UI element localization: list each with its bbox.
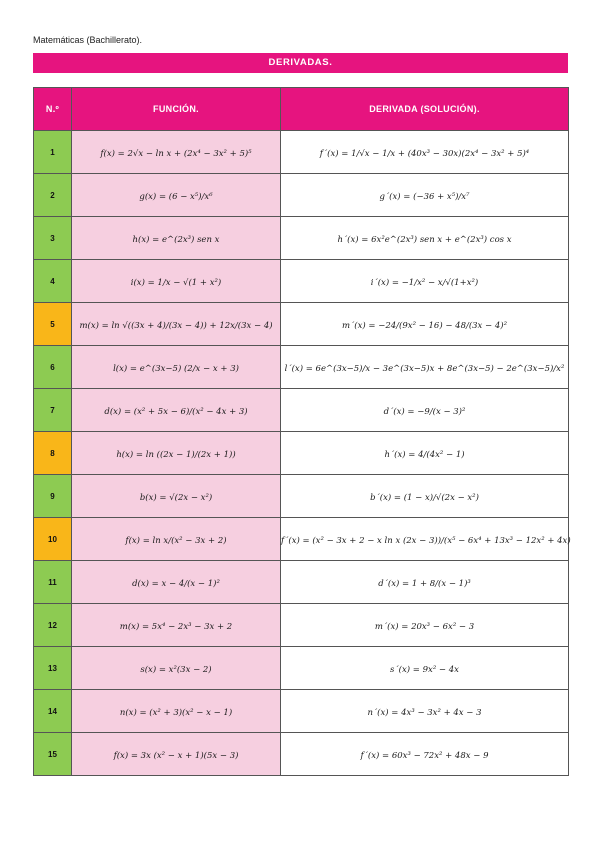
derivative-formula: f´(x) = 1/√x − 1/x + (40x³ − 30x)(2x⁴ − 3x² + 5)⁴ [319,149,530,159]
derivative-cell [281,389,569,432]
derivative-formula: n´(x) = 4x³ − 3x² + 4x − 3 [367,708,482,718]
function-formula: f(x) = 2√x − ln x + (2x⁴ − 3x² + 5)⁵ [100,149,252,159]
function-formula: f(x) = 3x (x² − x + 1)(5x − 3) [113,751,239,761]
column-header-function: FUNCIÓN. [72,88,281,131]
derivative-cell [281,733,569,776]
function-cell [72,518,281,561]
table-row [34,346,569,389]
row-number: 8 [34,432,72,475]
derivative-formula: f´(x) = (x² − 3x + 2 − x ln x (2x − 3))/(x⁵ − 6x⁴ + 13x³ − 12x² + 4x) [281,536,571,546]
function-formula: l(x) = e^(3x−5) (2/x − x + 3) [113,364,239,374]
table-row [34,561,569,604]
derivative-cell [281,647,569,690]
table-row [34,475,569,518]
function-formula: m(x) = ln √((3x + 4)/(3x − 4)) + 12x/(3x − 4) [79,321,273,331]
row-number: 13 [34,647,72,690]
function-cell [72,303,281,346]
derivative-cell [281,475,569,518]
function-cell [72,432,281,475]
derivative-formula: m´(x) = 20x³ − 6x² − 3 [374,622,475,632]
derivative-formula: d´(x) = −9/(x − 3)² [383,407,466,417]
derivative-formula: g´(x) = (−36 + x⁵)/x⁷ [379,192,470,202]
derivative-formula: m´(x) = −24/(9x² − 16) − 48/(3x − 4)² [341,321,508,331]
row-number: 4 [34,260,72,303]
derivative-formula: b´(x) = (1 − x)/√(2x − x²) [370,493,479,503]
table-row [34,690,569,733]
function-cell [72,217,281,260]
row-number: 15 [34,733,72,776]
derivative-cell [281,131,569,174]
row-number: 14 [34,690,72,733]
derivative-formula: d´(x) = 1 + 8/(x − 1)³ [378,579,471,589]
derivative-cell [281,346,569,389]
row-number: 7 [34,389,72,432]
function-formula: d(x) = (x² + 5x − 6)/(x² − 4x + 3) [104,407,248,417]
table-row [34,432,569,475]
function-cell [72,260,281,303]
function-formula: i(x) = 1/x − √(1 + x²) [130,278,222,288]
row-number: 9 [34,475,72,518]
derivative-cell [281,174,569,217]
derivative-formula: h´(x) = 6x²e^(2x³) sen x + e^(2x³) cos x [337,235,512,245]
derivative-formula: h´(x) = 4/(4x² − 1) [384,450,465,460]
table-row [34,389,569,432]
derivative-cell [281,518,569,561]
derivative-cell [281,432,569,475]
function-formula: h(x) = ln ((2x − 1)/(2x + 1)) [116,450,236,460]
derivative-cell [281,690,569,733]
derivative-formula: l´(x) = 6e^(3x−5)/x − 3e^(3x−5)x + 8e^(3x−5) − 2e^(3x−5)/x² [284,364,565,374]
function-cell [72,131,281,174]
derivative-cell [281,303,569,346]
derivative-formula: f´(x) = 60x³ − 72x² + 48x − 9 [360,751,489,761]
derivative-formula: i´(x) = −1/x² − x/√(1+x²) [370,278,479,288]
function-cell [72,604,281,647]
table-row [34,260,569,303]
row-number: 12 [34,604,72,647]
row-number: 2 [34,174,72,217]
title-banner: DERIVADAS. [33,53,568,73]
function-formula: b(x) = √(2x − x²) [139,493,213,503]
function-formula: g(x) = (6 − x⁵)/x⁶ [139,192,213,202]
derivative-formula: s´(x) = 9x² − 4x [390,665,459,675]
function-formula: m(x) = 5x⁴ − 2x³ − 3x + 2 [119,622,233,632]
table-row [34,604,569,647]
row-number: 1 [34,131,72,174]
subject-label: Matemáticas (Bachillerato). [33,35,143,45]
function-formula: d(x) = x − 4/(x − 1)² [132,579,220,589]
table-row [34,131,569,174]
table-row [34,303,569,346]
function-cell [72,389,281,432]
function-formula: h(x) = e^(2x³) sen x [132,235,220,245]
function-formula: f(x) = ln x/(x² − 3x + 2) [125,536,227,546]
function-cell [72,174,281,217]
row-number: 11 [34,561,72,604]
derivative-cell [281,217,569,260]
function-formula: n(x) = (x² + 3)(x² − x − 1) [119,708,233,718]
function-cell [72,475,281,518]
row-number: 10 [34,518,72,561]
row-number: 5 [34,303,72,346]
derivative-cell [281,561,569,604]
derivative-cell [281,260,569,303]
derivative-cell [281,604,569,647]
function-cell [72,561,281,604]
function-cell [72,733,281,776]
table-row [34,174,569,217]
table-row [34,733,569,776]
derivatives-table [33,87,569,776]
row-number: 3 [34,217,72,260]
row-number: 6 [34,346,72,389]
column-header-number: N.º [34,88,72,131]
function-cell [72,690,281,733]
function-formula: s(x) = x²(3x − 2) [140,665,212,675]
column-header-derivative: DERIVADA (SOLUCIÓN). [281,88,569,131]
function-cell [72,647,281,690]
table-row [34,518,569,561]
table-row [34,217,569,260]
function-cell [72,346,281,389]
table-body [34,131,569,776]
table-header-row [34,88,569,131]
table-row [34,647,569,690]
